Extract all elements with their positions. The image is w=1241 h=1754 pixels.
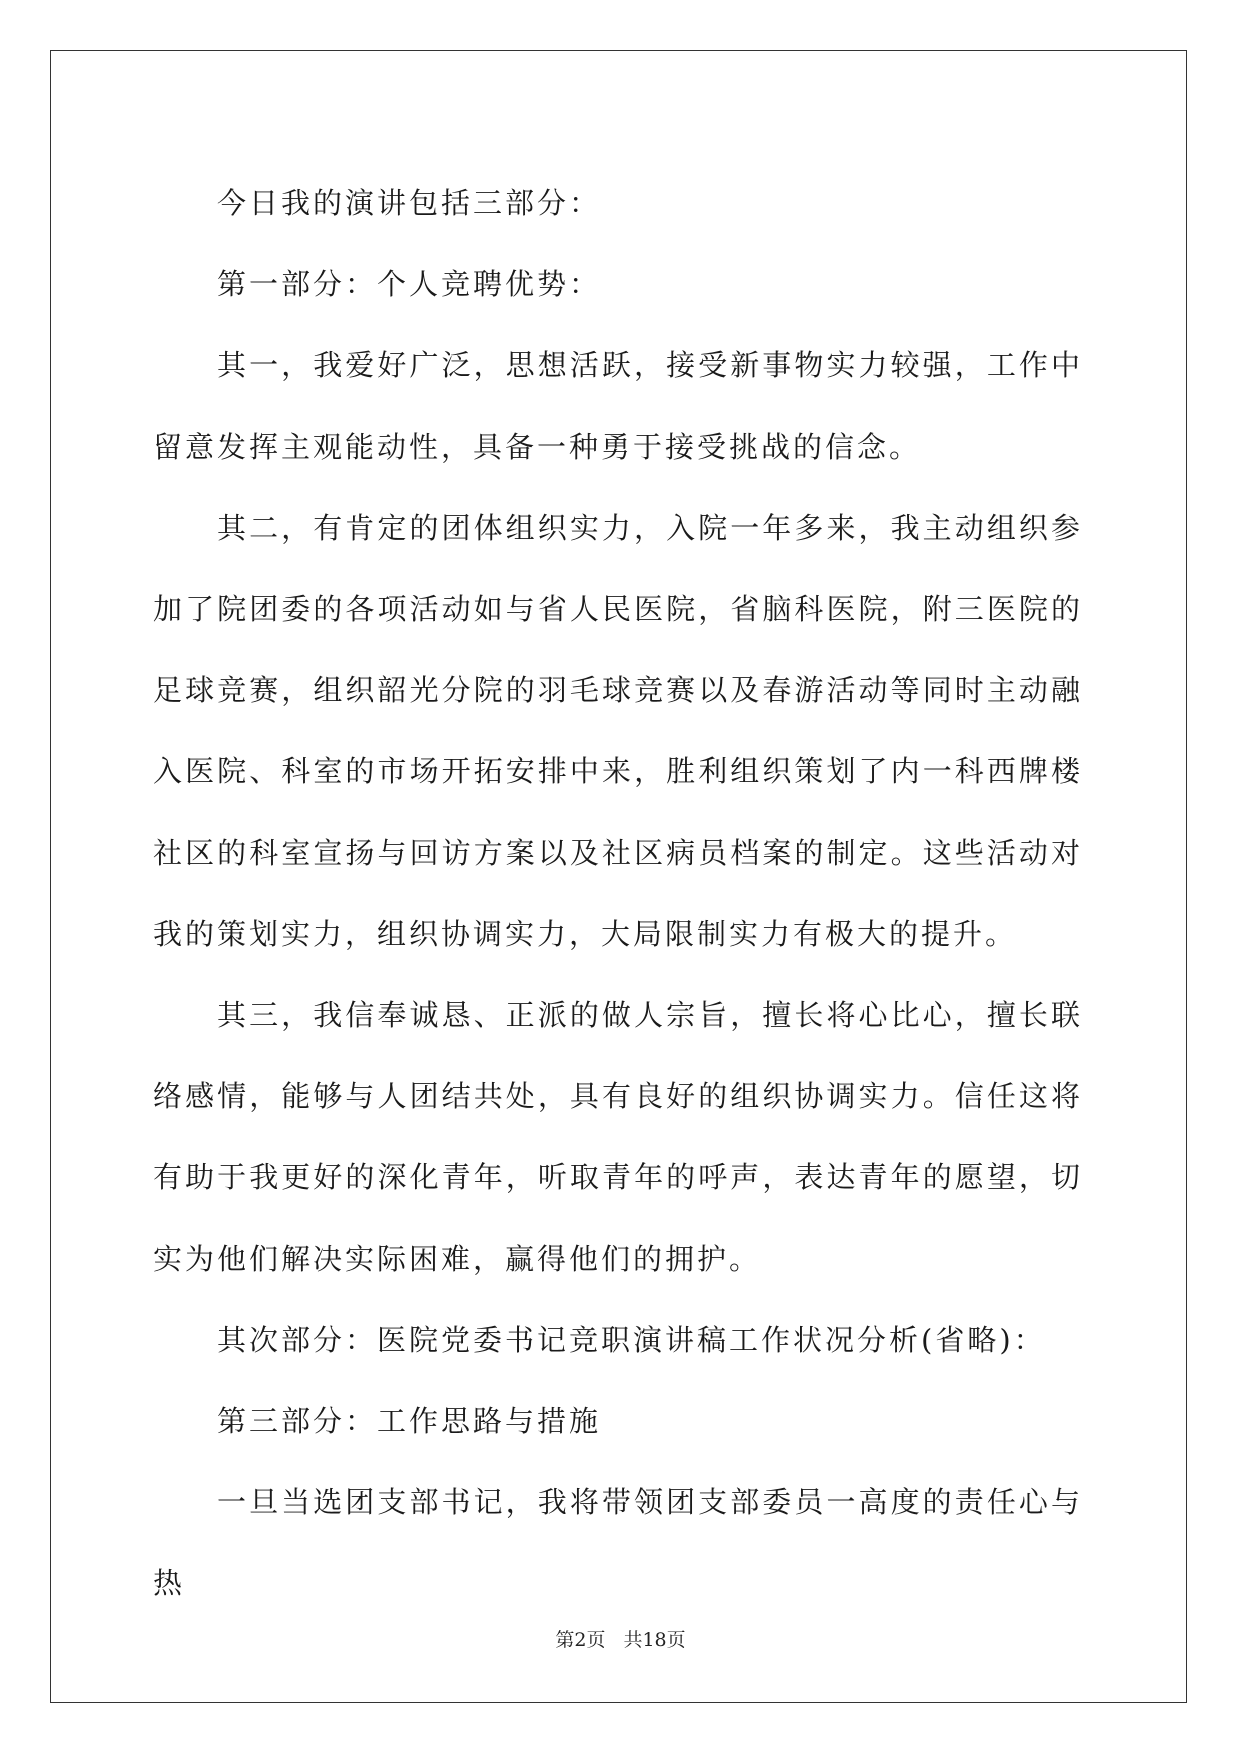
paragraph: 今日我的演讲包括三部分： bbox=[217, 186, 602, 220]
paragraph: 第一部分：个人竞聘优势： bbox=[217, 267, 602, 302]
page-footer bbox=[0, 1628, 1241, 1652]
page-number: 第2页 bbox=[555, 1629, 606, 1651]
paragraph: 第三部分：工作思路与措施 bbox=[217, 1404, 602, 1439]
paragraph: 一旦当选团支部书记，我将带领团支部委员一高度的责任心与热 bbox=[153, 1485, 1083, 1601]
document-body bbox=[153, 163, 1083, 1625]
total-pages: 共18页 bbox=[623, 1629, 686, 1651]
paragraph: 其三，我信奉诚恳、正派的做人宗旨，擅长将心比心，擅长联络感情，能够与人团结共处，具有良好的组织协调实力。信任这将有助于我更好的深化青年，听取青年的呼声，表达青年的愿望，切实为他们解决实际困难，赢得他们的拥护。 bbox=[153, 998, 1083, 1276]
paragraph: 其二，有肯定的团体组织实力，入院一年多来，我主动组织参加了院团委的各项活动如与省人民医院，省脑科医院，附三医院的足球竞赛，组织韶光分院的羽毛球竞赛以及春游活动等同时主动融入医院、科室的市场开拓安排中来，胜利组织策划了内一科西牌楼社区的科室宣扬与回访方案以及社区病员档案的制定。这些活动对我的策划实力，组织协调实力，大局限制实力有极大的提升。 bbox=[153, 510, 1083, 951]
paragraph: 其次部分：医院党委书记竞职演讲稿工作状况分析(省略)： bbox=[217, 1322, 1046, 1357]
paragraph: 其一，我爱好广泛，思想活跃，接受新事物实力较强，工作中留意发挥主观能动性，具备一种勇于接受挑战的信念。 bbox=[153, 348, 1083, 464]
